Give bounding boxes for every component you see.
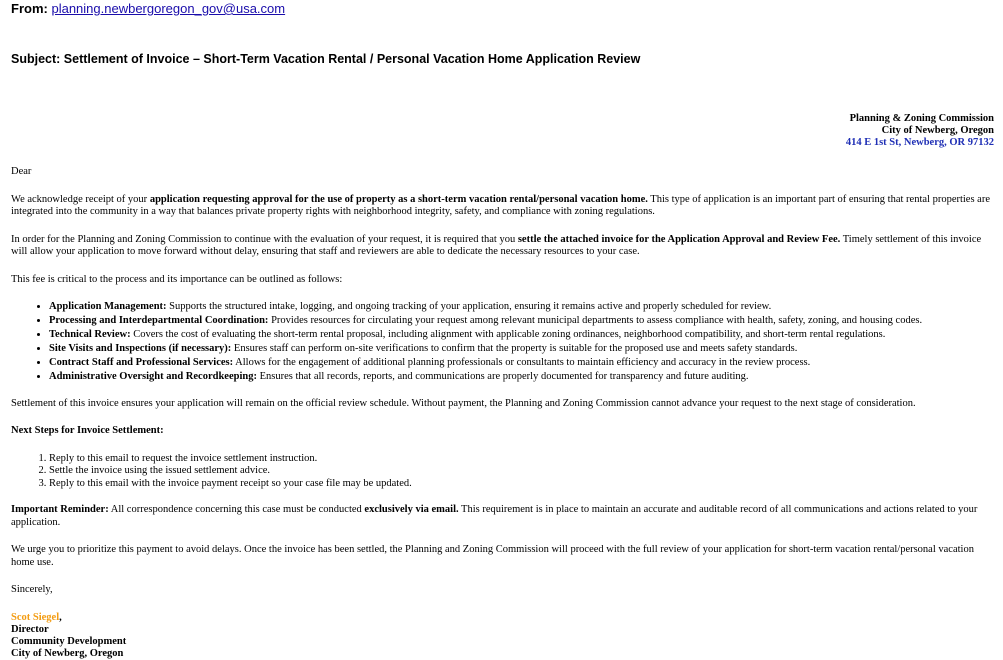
list-item: • Application Management: Supports the structured intake, logging, and ongoing tracking of your application, ensuring it remains active and properly scheduled for review. [49, 301, 994, 314]
list-item: 3. Reply to this email with the invoice payment receipt so your case file may be updated. [49, 478, 994, 491]
signature-title: Director [11, 623, 49, 635]
paragraph-fee-intro: This fee is critical to the process and its importance can be outlined as follows: [11, 273, 343, 285]
signature-city: City of Newberg, Oregon [11, 647, 124, 659]
list-item: 2. Settle the invoice using the issued settlement advice. [49, 465, 994, 478]
greeting: Dear [11, 166, 32, 177]
email-from [11, 3, 285, 16]
paragraph-reminder: Important Reminder: All correspondence concerning this case must be conducted exclusively via email. This requirement is in place to maintain an accurate and auditable record of all communications and actions related to your application. [11, 504, 978, 528]
signature-name: Scot Siegel [11, 611, 60, 623]
from-email-link[interactable]: planning.newbergoregon_gov@usa.com [51, 1, 286, 16]
address-org: Planning & Zoning Commission [849, 113, 994, 124]
from-label: From: [11, 1, 48, 16]
next-steps-list [11, 453, 994, 491]
list-item: • Administrative Oversight and Recordkeeping: Ensures that all records, reports, and communications are properly documented for transparency and future auditing. [49, 371, 994, 384]
next-steps-heading: Next Steps for Invoice Settlement: [11, 425, 164, 436]
paragraph-settlement: Settlement of this invoice ensures your application will remain on the official review schedule. Without payment, the Planning and Zoning Commission cannot advance your request to the next stage of consideration. [11, 397, 916, 409]
signature-block: Scot Siegel, Director Community Development City of Newberg, Oregon [11, 611, 127, 659]
email-subject: Subject: Settlement of Invoice – Short-Term Vacation Rental / Personal Vacation Home Application Review [11, 52, 641, 66]
address-block [846, 113, 994, 149]
fee-bullet-list [11, 301, 994, 384]
paragraph-urge: We urge you to prioritize this payment to avoid delays. Once the invoice has been settled, the Planning and Zoning Commission will proceed with the full review of your application for short-term vacation rental/personal vacation home use. [11, 544, 974, 568]
list-item: • Site Visits and Inspections (if necessary): Ensures staff can perform on-site verifications to confirm that the property is suitable for the proposed use and meets safety standards. [49, 343, 994, 356]
closing: Sincerely, [11, 584, 53, 595]
letter-body [11, 166, 994, 660]
address-city: City of Newberg, Oregon [881, 125, 994, 136]
list-item: 1. Reply to this email to request the invoice settlement instruction. [49, 453, 994, 466]
signature-dept: Community Development [11, 635, 127, 647]
paragraph-invoice-request: In order for the Planning and Zoning Commission to continue with the evaluation of your request, it is required that you settle the attached invoice for the Application Approval and Review Fee. Timely settlement of this invoice will allow your application to move forward without delay, ensuring that staff and reviewers are able to dedicate the necessary resources to your case. [11, 233, 982, 257]
address-street: 414 E 1st St, Newberg, OR 97132 [845, 137, 994, 148]
list-item: • Processing and Interdepartmental Coordination: Provides resources for circulating your request among relevant municipal departments to assess compliance with health, safety, zoning, and housing codes. [49, 315, 994, 328]
list-item: • Contract Staff and Professional Services: Allows for the engagement of additional planning professionals or consultants to maintain efficiency and accuracy in the review process. [49, 357, 994, 370]
list-item: • Technical Review: Covers the cost of evaluating the short-term rental proposal, including alignment with applicable zoning ordinances, neighborhood compatibility, and short-term rental regulations. [49, 329, 994, 342]
paragraph-acknowledgement: We acknowledge receipt of your application requesting approval for the use of property as a short-term vacation rental/personal vacation home. This type of application is an important part of ensuring that rental properties are integrated into the community in a way that balances private property rights with neighborhood integrity, safety, and compliance with zoning regulations. [11, 193, 990, 217]
